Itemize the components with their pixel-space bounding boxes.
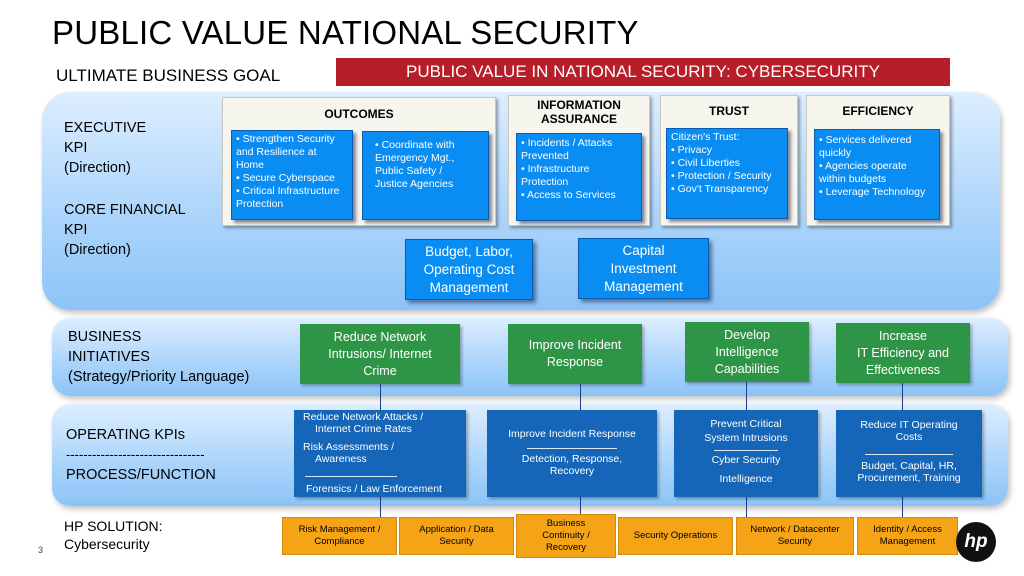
connector-line <box>902 497 903 517</box>
executive-kpi-label: EXECUTIVE KPI (Direction) <box>64 120 147 176</box>
connector-line <box>580 384 581 410</box>
operating-kpi-incident-response: Improve Incident Response Detection, Response, Recovery <box>487 410 657 497</box>
operating-kpis-label: OPERATING KPIs -------------------------------- PROCESS/FUNCTION <box>66 427 216 483</box>
efficiency-box: • Services delivered quickly • Agencies operate within budgets • Leverage Technology <box>814 129 940 220</box>
solution-business-continuity: Business Continuity / Recovery <box>516 514 616 558</box>
connector-line <box>380 497 381 517</box>
divider <box>714 450 778 451</box>
outcomes-title: OUTCOMES <box>324 107 394 121</box>
solution-network-datacenter-security: Network / Datacenter Security <box>736 517 854 555</box>
initiative-increase-it-efficiency: Increase IT Efficiency and Effectiveness <box>836 323 970 383</box>
efficiency-title: EFFICIENCY <box>842 104 914 118</box>
trust-title: TRUST <box>709 104 749 118</box>
divider <box>865 454 953 455</box>
divider <box>527 448 617 449</box>
hp-solution-label: HP SOLUTION: Cybersecurity <box>64 518 163 552</box>
information-assurance-box: • Incidents / Attacks Prevented • Infrastructure Protection • Access to Services <box>516 133 642 221</box>
operating-kpi-intrusion-prevention: Prevent Critical System Intrusions Cyber Security Intelligence <box>674 410 818 497</box>
connector-line <box>746 382 747 410</box>
connector-line <box>746 497 747 517</box>
initiative-improve-incident-response: Improve Incident Response <box>508 324 642 384</box>
business-initiatives-label: BUSINESS INITIATIVES (Strategy/Priority Language) <box>68 329 250 385</box>
core-financial-kpi-label: CORE FINANCIAL KPI (Direction) <box>64 202 186 258</box>
budget-cost-management-box: Budget, Labor, Operating Cost Management <box>405 239 533 300</box>
goal-banner: PUBLIC VALUE IN NATIONAL SECURITY: CYBERSECURITY <box>336 58 950 86</box>
hp-logo: hp <box>956 522 996 562</box>
divider <box>305 476 397 477</box>
operating-kpi-network-attacks: Reduce Network Attacks / Internet Crime Rates Risk Assessments / Awareness Forensics / Law Enforcement <box>294 410 466 497</box>
information-assurance-title: INFORMATION ASSURANCE <box>537 98 621 126</box>
page-title: PUBLIC VALUE NATIONAL SECURITY <box>52 14 639 51</box>
solution-application-data-security: Application / Data Security <box>399 517 514 555</box>
initiative-develop-intelligence: Develop Intelligence Capabilities <box>685 322 809 382</box>
connector-line <box>902 383 903 410</box>
solution-risk-management: Risk Management / Compliance <box>282 517 397 555</box>
operating-kpi-it-costs: Reduce IT Operating Costs Budget, Capital, HR, Procurement, Training <box>836 410 982 497</box>
solution-identity-access-management: Identity / Access Management <box>857 517 958 555</box>
connector-line <box>580 497 581 514</box>
initiative-reduce-intrusions: Reduce Network Intrusions/ Internet Crime <box>300 324 460 384</box>
ultimate-goal-label: ULTIMATE BUSINESS GOAL <box>56 66 281 85</box>
connector-line <box>380 384 381 410</box>
trust-box: Citizen's Trust: • Privacy • Civil Liberties • Protection / Security • Gov't Transparency <box>666 128 788 219</box>
capital-investment-management-box: Capital Investment Management <box>578 238 709 299</box>
solution-security-operations: Security Operations <box>618 517 733 555</box>
page-number: 3 <box>38 545 44 555</box>
outcomes-box-security: • Strengthen Security and Resilience at Home • Secure Cyberspace • Critical Infrastructure Protection <box>231 130 353 220</box>
outcomes-box-coordination: • Coordinate with Emergency Mgt., Public Safety / Justice Agencies <box>362 131 489 220</box>
